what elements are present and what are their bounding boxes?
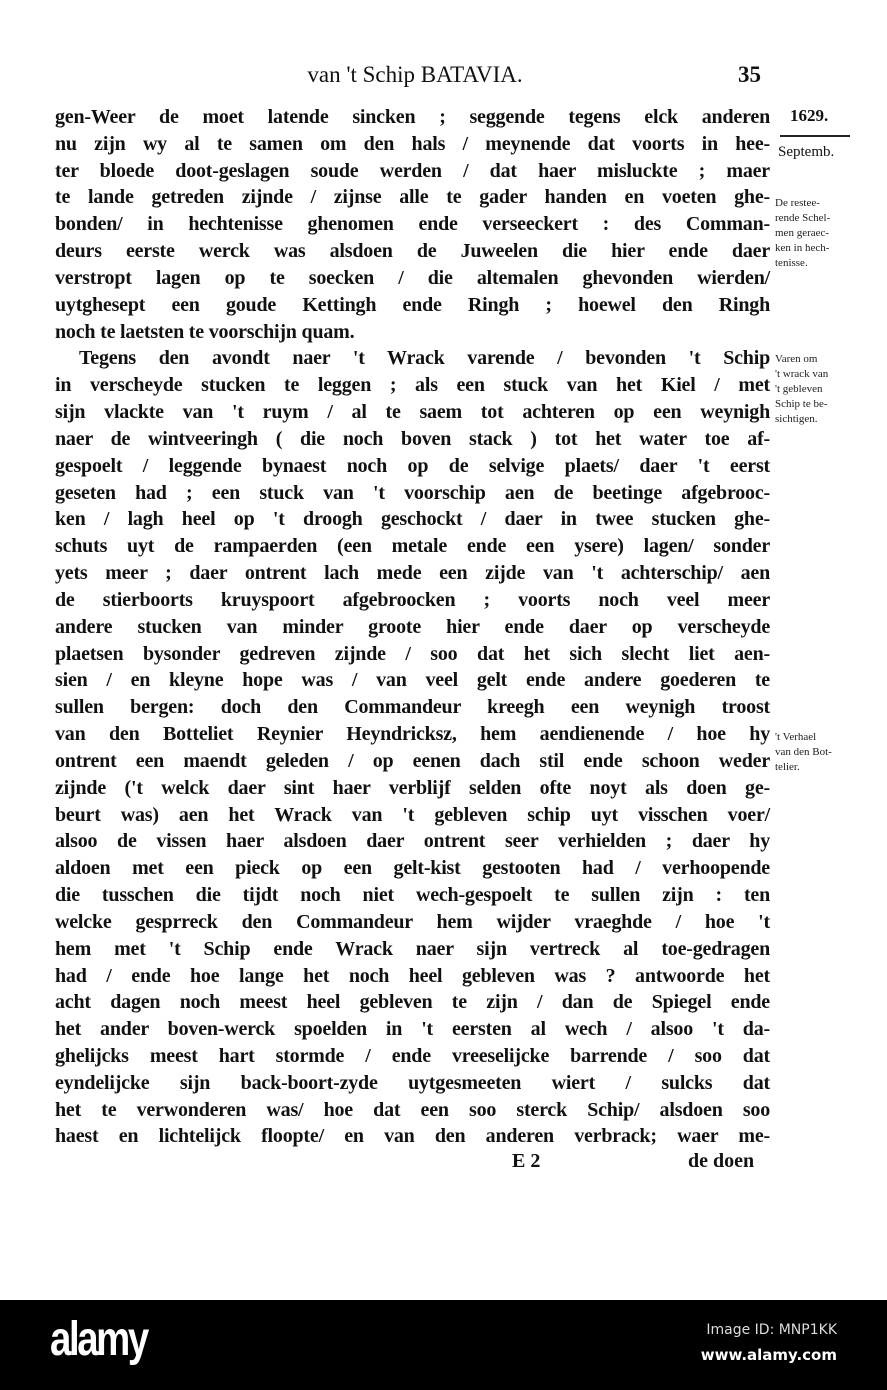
text-line: alsoo de vissen haer alsdoen daer ontrent seer verhielden ; daer hy: [55, 830, 770, 853]
page-number: 35: [738, 62, 761, 87]
text-line: acht dagen noch meest heel gebleven te zijn / dan de Spiegel ende: [55, 991, 770, 1014]
catchword: de doen: [688, 1150, 755, 1172]
text-line: bonden/ in hechtenisse ghenomen ende verseeckert : des Comman-: [55, 213, 770, 236]
text-line: noch te laetsten te voorschijn quam.: [55, 320, 355, 343]
text-line: beurt was) aen het Wrack van 't gebleven schip uyt visschen voer/: [55, 803, 770, 826]
margin-note-butler: 't Verhael van den Bot- telier.: [775, 731, 832, 773]
text-line: nu zijn wy al te samen om den hals / meynende dat voorts in hee-: [55, 132, 770, 155]
text-line: geseten had ; een stuck van 't voorschip aen de beetinge afgebrooc-: [55, 481, 770, 504]
text-line: sien / en kleyne hope was / van veel gelt ende andere goederen te: [55, 669, 770, 692]
text-line: gespoelt / leggende bynaest noch op de selvige plaets/ daer 't eerst: [55, 454, 770, 477]
text-line: yets meer ; daer ontrent lach mede een zijde van 't achterschip/ aen: [55, 562, 770, 585]
text-line: aldoen met een pieck op een gelt-kist gestooten had / verhoopende: [55, 857, 770, 880]
margin-note-prisoners: De restee- rende Schel- men geraec- ken in hech- tenisse.: [775, 197, 831, 269]
text-line: te lande getreden zijnde / zijnse alle te gader handen en voeten ghe-: [55, 186, 770, 209]
text-line: welcke gesprreck den Commandeur hem wijder vraeghde / hoe 't: [55, 910, 770, 933]
text-line: in verscheyde stucken te leggen ; als een stuck van het Kiel / met: [55, 374, 770, 397]
text-line: uytghesept een goude Kettingh ende Ringh ; hoewel den Ringh: [55, 293, 770, 316]
text-line: ken / lagh heel op 't droogh geschockt / daer in twee stucken ghe-: [55, 508, 770, 531]
text-line: zijnde ('t welck daer sint haer verblijf selden ofte noyt als doen ge-: [55, 776, 770, 799]
text-line: die tusschen die tijdt noch niet wech-gespoelt te sullen zijn : ten: [55, 884, 770, 907]
text-line: ter bloede doot-geslagen soude werden / dat haer misluckte ; maer: [55, 159, 770, 182]
watermark-url: www.alamy.com: [700, 1346, 837, 1364]
text-line: sijn vlackte van 't ruym / al te saem tot achteren op een weynigh: [55, 401, 770, 424]
text-line: hem met 't Schip ende Wrack naer sijn vertreck al toe-gedragen: [55, 937, 770, 960]
text-line: sullen bergen: doch den Commandeur kreegh een weynigh troost: [55, 696, 770, 719]
text-line: ghelijcks meest hart stormde / ende vreeselijcke barrende / soo dat: [55, 1044, 770, 1067]
text-line: Tegens den avondt naer 't Wrack varende / bevonden 't Schip: [79, 347, 770, 370]
text-line: plaetsen bysonder gedreven zijnde / soo dat het sich slecht liet aen-: [55, 642, 770, 665]
text-line: ontrent een maendt geleden / op eenen dach stil ende schoon weder: [55, 749, 770, 772]
text-line: van den Botteliet Reynier Heyndricksz, hem aendienende / hoe hy: [55, 723, 770, 746]
margin-month: Septemb.: [778, 144, 835, 160]
watermark-bar: [0, 1300, 887, 1390]
alamy-logo: alamy: [50, 1313, 147, 1366]
text-line: haest en lichtelijck floopte/ en van den anderen verbrack; waer me-: [55, 1125, 770, 1148]
text-line: het te verwonderen was/ hoe dat een soo sterck Schip/ alsdoen soo: [55, 1098, 770, 1121]
text-line: andere stucken van minder groote hier ende daer op verscheyde: [55, 615, 770, 638]
running-title: van 't Schip BATAVIA.: [307, 62, 523, 87]
text-line: eyndelijcke sijn back-boort-zyde uytgesmeeten wiert / sulcks dat: [55, 1071, 770, 1094]
margin-year: 1629.: [790, 106, 829, 125]
signature-mark: E 2: [512, 1150, 541, 1172]
text-line: schuts uyt de rampaerden (een metale ende een ysere) lagen/ sonder: [55, 535, 770, 558]
text-line: de stierboorts kruyspoort afgebroocken ; voorts noch veel meer: [55, 588, 770, 611]
text-line: gen-Weer de moet latende sincken ; seggende tegens elck anderen: [55, 106, 770, 128]
text-line: had / ende hoe lange het noch heel gebleven was ? antwoorde het: [55, 964, 770, 987]
text-line: het ander boven-werck spoelden in 't eersten al wech / alsoo 't da-: [55, 1018, 770, 1041]
text-line: naer de wintveeringh ( die noch boven stack ) tot het water toe af-: [55, 427, 770, 450]
margin-rule: [780, 135, 850, 137]
margin-note-visit-wreck: Varen om 't wrack van 't gebleven Schip te be- sichtigen.: [775, 353, 829, 425]
text-line: verstropt lagen op te soecken / die altemalen ghevonden wierden/: [55, 266, 770, 289]
body-text: [55, 104, 770, 1150]
image-id: Image ID: MNP1KK: [706, 1322, 837, 1338]
text-line: deurs eerste werck was alsdoen de Juweelen die hier ende daer: [55, 240, 770, 263]
